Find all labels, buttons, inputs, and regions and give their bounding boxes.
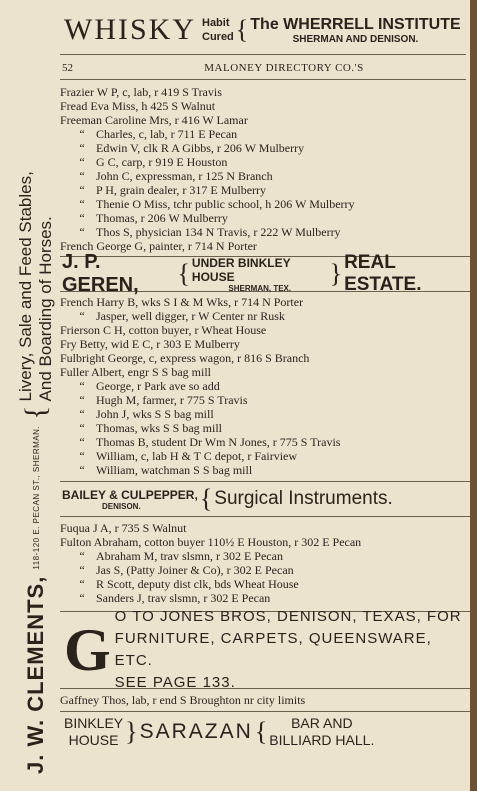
ditto-mark: “ <box>79 141 85 155</box>
entry-text: Charles, c, lab, r 711 E Pecan <box>96 127 238 141</box>
entry-text: Fread Eva Miss, h 425 S Walnut <box>60 99 216 113</box>
bailey-ad-firm <box>62 488 198 511</box>
ditto-mark: “ <box>79 407 85 421</box>
brace-glyph: { <box>199 484 213 513</box>
entries-group-a <box>60 85 470 253</box>
directory-entry <box>60 197 470 211</box>
directory-entry <box>60 435 470 449</box>
brace-glyph: { <box>19 405 52 420</box>
directory-entry <box>60 449 470 463</box>
entry-text: Freeman Caroline Mrs, r 416 W Lamar <box>60 113 248 127</box>
directory-entry <box>60 337 470 351</box>
whisky-ad-institute: The WHERRELL INSTITUTE <box>250 15 461 33</box>
bailey-ad-city: DENISON. <box>102 501 141 511</box>
entries-group-d <box>60 693 470 707</box>
bailey-ad-name: BAILEY & CULPEPPER, <box>62 487 198 502</box>
sidebar-ad-line2: And Boarding of Horses. <box>36 216 55 402</box>
whisky-ad-title: WHISKY <box>64 13 196 46</box>
directory-entry <box>60 577 470 591</box>
directory-entry <box>60 379 470 393</box>
ditto-mark: “ <box>79 393 85 407</box>
directory-entry <box>60 393 470 407</box>
directory-entry <box>60 295 470 309</box>
ditto-mark: “ <box>79 155 85 169</box>
jones-ad <box>60 608 470 691</box>
sidebar-ad-line1: Livery, Sale and Feed Stables, <box>16 171 35 402</box>
ditto-mark: “ <box>79 379 85 393</box>
binkley-ad-center: SARAZAN <box>139 720 253 743</box>
directory-entry <box>60 549 470 563</box>
directory-entry <box>60 693 470 707</box>
entry-text: Fulbright George, c, express wagon, r 816 S Branch <box>60 351 310 365</box>
directory-entry <box>60 421 470 435</box>
binkley-ad-left1: BINKLEY <box>64 715 124 731</box>
brace-glyph: { <box>177 259 190 288</box>
geren-ad <box>60 251 470 296</box>
directory-entry <box>60 463 470 477</box>
geren-ad-house: UNDER BINKLEY HOUSE <box>191 255 291 284</box>
directory-entry <box>60 155 470 169</box>
bailey-ad-product: Surgical Instruments. <box>214 488 393 509</box>
brace-glyph: } <box>329 259 343 288</box>
directory-entry <box>60 365 470 379</box>
entry-text: Thomas, r 206 W Mulberry <box>96 211 228 225</box>
whisky-ad-habit-cured <box>202 16 234 44</box>
entry-text: Fuqua J A, r 735 S Walnut <box>60 521 187 535</box>
sidebar-ad <box>14 10 58 780</box>
entry-text: George, r Park ave so add <box>96 379 220 393</box>
directory-entry <box>60 535 470 549</box>
entry-text: P H, grain dealer, r 317 E Mulberry <box>96 183 267 197</box>
ditto-mark: “ <box>79 183 85 197</box>
entry-text: Abraham M, trav slsmn, r 302 E Pecan <box>96 549 283 563</box>
entry-text: Fulton Abraham, cotton buyer 110½ E Houston, r 302 E Pecan <box>60 535 362 549</box>
entry-text: Edwin V, clk R A Gibbs, r 206 W Mulberry <box>96 141 305 155</box>
entry-text: William, watchman S S bag mill <box>96 463 253 477</box>
directory-entry <box>60 521 470 535</box>
binkley-ad-right <box>269 715 374 749</box>
brace-glyph: { <box>254 717 268 746</box>
directory-entry <box>60 141 470 155</box>
geren-ad-business: REAL ESTATE. <box>344 252 422 295</box>
ditto-mark: “ <box>79 197 85 211</box>
jones-ad-line1: O TO JONES BROS, DENISON, TEXAS, FOR <box>114 608 462 625</box>
geren-ad-location <box>192 256 328 293</box>
whisky-ad-institute-block <box>250 16 460 45</box>
brace-glyph: } <box>125 717 138 746</box>
entry-text: John C, expressman, r 125 N Branch <box>96 169 273 183</box>
page-content <box>60 0 470 752</box>
ditto-mark: “ <box>79 309 85 323</box>
binkley-ad-right2: BILLIARD HALL. <box>269 732 375 748</box>
entry-text: Jasper, well digger, r W Center nr Rusk <box>96 309 285 323</box>
entry-text: French George G, painter, r 714 N Porter <box>60 239 257 253</box>
entry-text: Hugh M, farmer, r 775 S Travis <box>96 393 248 407</box>
directory-entry <box>60 127 470 141</box>
jones-ad-line3: SEE PAGE 133. <box>114 674 236 691</box>
directory-entry <box>60 169 470 183</box>
page-edge <box>470 0 477 791</box>
entry-text: Thomas, wks S S bag mill <box>96 421 223 435</box>
page-title: MALONEY DIRECTORY CO.'S <box>204 62 364 74</box>
ditto-mark: “ <box>79 127 85 141</box>
ditto-mark: “ <box>79 169 85 183</box>
directory-entry <box>60 113 470 127</box>
jones-ad-text <box>115 606 470 694</box>
ditto-mark: “ <box>79 211 85 225</box>
geren-ad-city: SHERMAN, TEX. <box>228 283 292 293</box>
ditto-mark: “ <box>79 435 85 449</box>
entry-text: John J, wks S S bag mill <box>96 407 214 421</box>
ditto-mark: “ <box>79 591 85 605</box>
entries-group-c <box>60 521 470 605</box>
entries-group-b <box>60 295 470 477</box>
jones-ad-initial: G <box>64 617 111 683</box>
sidebar-ad-address: 118-120 E. PECAN ST., SHERMAN. <box>31 425 41 570</box>
entry-text: Frierson C H, cotton buyer, r Wheat House <box>60 323 267 337</box>
ditto-mark: “ <box>79 421 85 435</box>
page-number: 52 <box>62 62 73 74</box>
directory-entry <box>60 407 470 421</box>
sidebar-ad-name: J. W. CLEMENTS, <box>23 575 48 774</box>
entry-text: Thos S, physician 134 N Travis, r 222 W Mulberry <box>96 225 341 239</box>
bailey-ad <box>60 481 470 517</box>
binkley-ad-left2: HOUSE <box>68 732 119 748</box>
directory-entry <box>60 591 470 605</box>
entry-text: R Scott, deputy dist clk, bds Wheat House <box>96 577 299 591</box>
ditto-mark: “ <box>79 463 85 477</box>
whisky-ad <box>60 0 470 54</box>
entry-text: French Harry B, wks S I & M Wks, r 714 N Porter <box>60 295 304 309</box>
ditto-mark: “ <box>79 225 85 239</box>
entry-text: Thomas B, student Dr Wm N Jones, r 775 S Travis <box>96 435 341 449</box>
directory-entry <box>60 323 470 337</box>
entry-text: Fry Betty, wid E C, r 303 E Mulberry <box>60 337 240 351</box>
binkley-ad <box>60 711 470 752</box>
entry-text: William, c, lab H & T C depot, r Fairview <box>96 449 298 463</box>
entry-text: Thenie O Miss, tchr public school, h 206 W Mulberry <box>96 197 355 211</box>
whisky-ad-habit: Habit <box>202 17 230 29</box>
entry-text: Jas S, (Patty Joiner & Co), r 302 E Pecan <box>96 563 294 577</box>
ditto-mark: “ <box>79 549 85 563</box>
binkley-ad-right1: BAR AND <box>291 715 353 731</box>
whisky-ad-location: SHERMAN AND DENISON. <box>292 33 419 45</box>
jones-ad-line2: FURNITURE, CARPETS, QUEENSWARE, ETC. <box>114 630 432 669</box>
ditto-mark: “ <box>79 563 85 577</box>
geren-ad-name: J. P. GEREN, <box>62 251 139 296</box>
ditto-mark: “ <box>79 449 85 463</box>
divider <box>60 79 466 80</box>
entry-text: Frazier W P, c, lab, r 419 S Travis <box>60 85 222 99</box>
sidebar-ad-text <box>14 10 58 780</box>
directory-entry <box>60 563 470 577</box>
ditto-mark: “ <box>79 577 85 591</box>
directory-entry <box>60 211 470 225</box>
directory-entry <box>60 183 470 197</box>
directory-entry <box>60 99 470 113</box>
directory-entry <box>60 351 470 365</box>
entry-text: G C, carp, r 919 E Houston <box>96 155 228 169</box>
entry-text: Fuller Albert, engr S S bag mill <box>60 365 211 379</box>
binkley-ad-left <box>64 715 123 749</box>
page-header <box>60 55 470 79</box>
directory-entry <box>60 85 470 99</box>
whisky-ad-cured: Cured <box>202 31 234 43</box>
entry-text: Gaffney Thos, lab, r end S Broughton nr city limits <box>60 693 306 707</box>
directory-entry <box>60 309 470 323</box>
sidebar-ad-services <box>16 171 56 401</box>
entry-text: Sanders J, trav slsmn, r 302 E Pecan <box>96 591 271 605</box>
brace-glyph: { <box>235 15 249 44</box>
directory-entry <box>60 225 470 239</box>
